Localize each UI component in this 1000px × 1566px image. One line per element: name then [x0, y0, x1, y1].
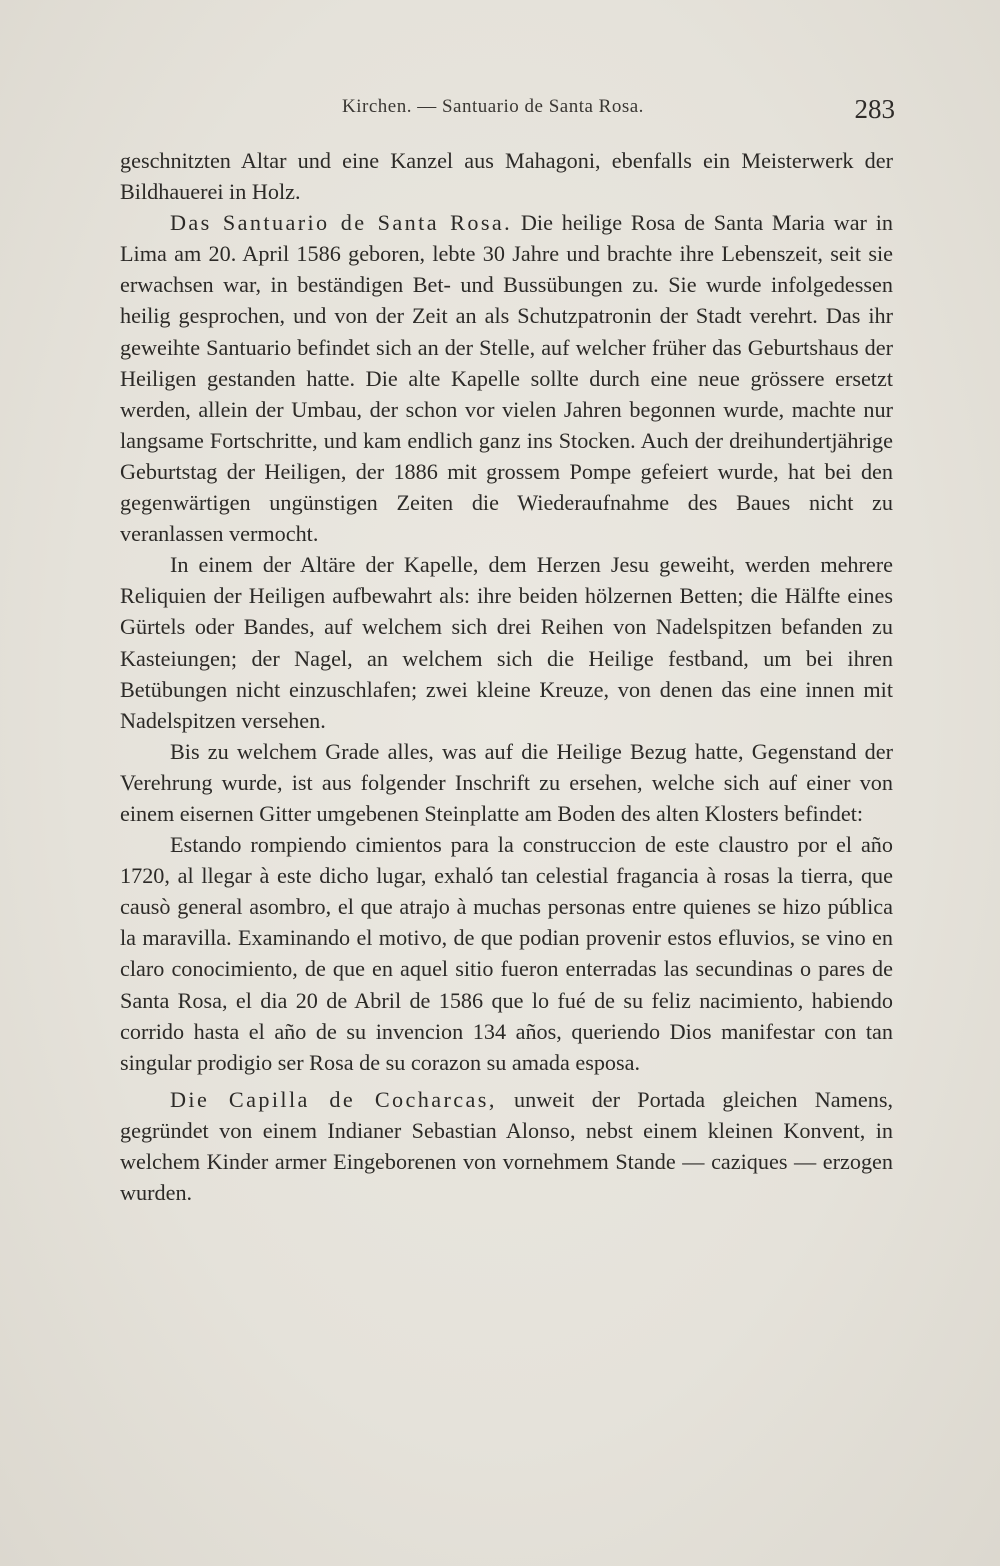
paragraph-altar-continuation — [120, 145, 893, 207]
paragraph-text: Bis zu welchem Grade alles, was auf die Heilige Bezug hatte, Gegenstand der Verehrung wurde, ist aus folgender Inschrift zu ersehen, welche sich auf einer von einem eisernen Gitter umgebenen Steinplatte am Boden des alten Klosters befindet: — [120, 738, 893, 826]
paragraph-santuario — [120, 207, 893, 549]
page-number: 283 — [854, 94, 895, 124]
paragraph-text: Die heilige Rosa de Santa Maria war in Lima am 20. April 1586 geboren, lebte 30 Jahre und brachte ihre Lebenszeit, seit sie erwachsen war, in beständigen Bet- und Bussübungen zu. Sie wurde infolgedessen heilig gesprochen, und von der Zeit an als Schutzpatronin der Stadt verehrt. Das ihr geweihte Santuario befindet sich an der Stelle, auf welcher früher das Geburtshaus der Heiligen gestanden hatte. Die alte Kapelle sollte durch eine neue grössere ersetzt werden, allein der Umbau, der schon vor vielen Jahren begonnen wurde, machte nur langsame Fortschritte, und kam endlich ganz ins Stocken. Auch der dreihundertjährige Geburtstag der Heiligen, der 1886 mit grossem Pompe gefeiert wurde, hat bei den gegenwärtigen ungünstigen Zeiten die Wiederaufnahme des Baues nicht zu veranlassen vermocht. — [120, 210, 893, 547]
paragraph-reliquien — [120, 549, 893, 736]
paragraph-text: unweit der Portada gleichen Namens, gegründet von einem Indianer Sebastian Alonso, nebst einem kleinen Konvent, in welchem Kinder armer Eingeborenen von vornehmem Stande — caziques — erzogen wurden. — [120, 1086, 893, 1206]
inscription-text: Estando rompiendo cimientos para la construccion de este claustro por el año 1720, al llegar à este dicho lugar, exhaló tan celestial fragancia à rosas la tierra, que causò general asombro, el que atrajo à muchas personas entre quienes se hizo pública la maravilla. Examinando el motivo, de que podian provenir estos efluvios, se vino en claro conocimiento, de que en aquel sitio fueron enterradas las secundinas o pares de Santa Rosa, el dia 20 de Abril de 1586 que lo fué de su feliz nacimiento, habiendo corrido hasta el año de su invencion 134 años, queriendo Dios manifestar con tan singular prodigio ser Rosa de su corazon su amada esposa. — [120, 832, 893, 1075]
paragraph-text: In einem der Altäre der Kapelle, dem Herzen Jesu geweiht, werden mehrere Reliquien der Heiligen aufbewahrt als: ihre beiden hölzernen Betten; die Hälfte eines Gürtels oder Bandes, auf welchem sich drei Reihen von Nadelspitzen befanden zu Kasteiungen; der Nagel, an welchem sich die Heilige festband, um bei ihren Betübungen nicht einzuschlafen; zwei kleine Kreuze, von denen das eine innen mit Nadelspitzen versehen. — [120, 552, 893, 733]
paragraph-verehrung — [120, 736, 893, 829]
section-heading-santuario: Das Santuario de Santa Rosa. — [170, 210, 513, 236]
paragraph-inscription — [120, 829, 893, 1078]
page-header — [120, 94, 895, 128]
paragraph-cocharcas — [120, 1084, 893, 1208]
section-heading-cocharcas: Die Capilla de Cocharcas, — [170, 1086, 497, 1112]
paragraph-text: geschnitzten Altar und eine Kanzel aus Mahagoni, ebenfalls ein Meisterwerk der Bildhauerei in Holz. — [120, 148, 893, 205]
body-text — [120, 145, 893, 1208]
running-head: Kirchen. — Santuario de Santa Rosa. — [342, 96, 644, 117]
